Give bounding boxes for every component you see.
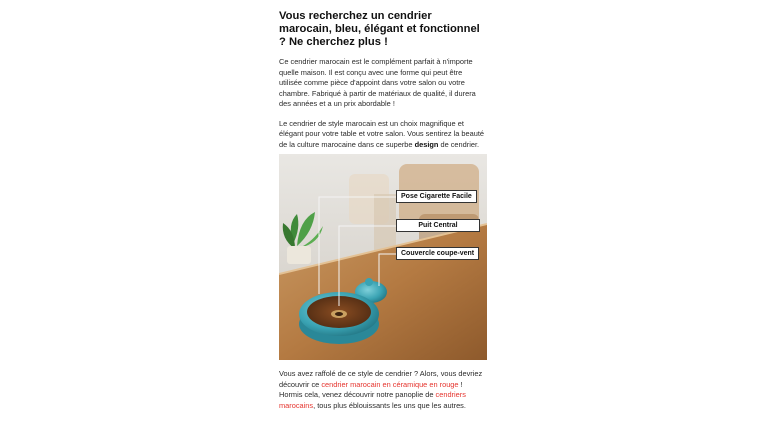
link-moroccan-ashtrays[interactable]: cendriers marocains — [279, 390, 466, 410]
article-heading: Vous recherchez un cendrier marocain, bleu, élégant et fonctionnel ? Ne cherchez plus ! — [279, 10, 480, 48]
product-image — [279, 154, 487, 360]
paragraph-style — [279, 119, 487, 151]
callout-central-well: Puit Central — [396, 219, 480, 232]
closing-text-3: , tous plus éblouissants les uns que les autres. — [313, 400, 466, 410]
closing-text-2: ! Hormis cela, venez découvrir notre panoplie de — [279, 379, 463, 399]
paragraph-style-text: Le cendrier de style marocain est un choix magnifique et élégant pour votre table et votre salon. Vous sentirez la beauté de la culture marocaine dans ce superbe — [279, 118, 485, 149]
closing-section — [279, 369, 487, 420]
callout-windproof-lid: Couvercle coupe-vent — [396, 247, 479, 260]
paragraph-style-end: de cendrier. — [438, 139, 480, 149]
closing-paragraph — [279, 369, 487, 411]
closing-text-1: Vous avez raffolé de ce style de cendrier ? Alors, vous devriez découvrir ce — [279, 369, 483, 389]
design-bold-text: design — [414, 139, 439, 149]
paragraph-intro: Ce cendrier marocain est le complément parfait à n'importe quelle maison. Il est conçu avec une forme qui peut être utilisée comme pièce d'appoint dans votre salon ou votre chambre. Fabriqué à partir de matériaux de qualité, il durera des années et a un prix abordable ! — [279, 57, 476, 108]
link-red-ceramic-ashtray[interactable]: cendrier marocain en céramique en rouge — [321, 379, 459, 389]
callout-cigarette-rest: Pose Cigarette Facile — [396, 190, 477, 203]
article — [279, 10, 487, 159]
